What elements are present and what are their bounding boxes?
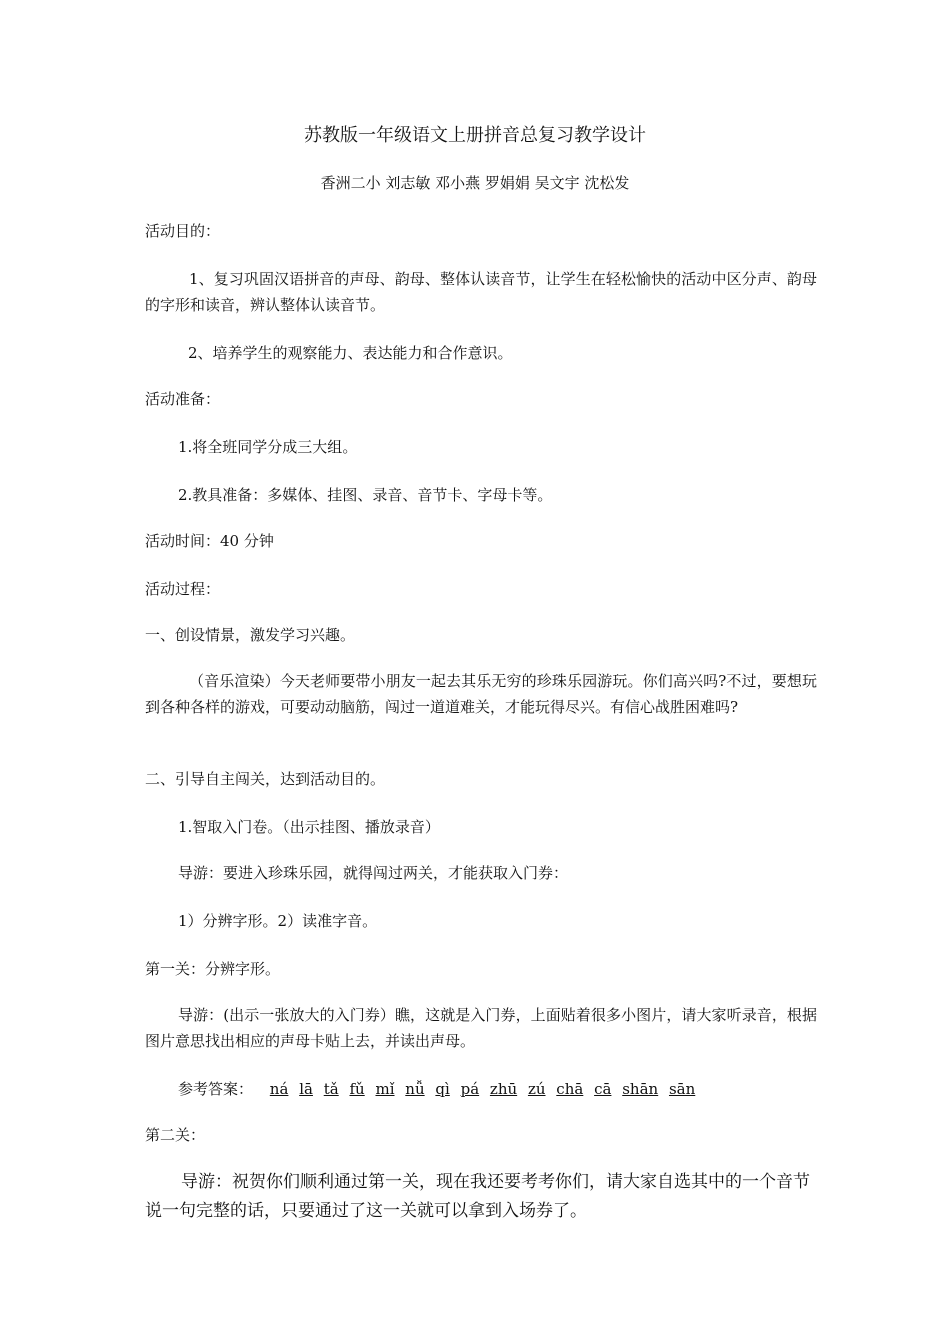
prep-item-2: 2.教具准备：多媒体、挂图、录音、音节卡、字母卡等。 — [178, 486, 553, 504]
guide-1: 导游：要进入珍珠乐园，就得闯过两关，才能获取入门券： — [178, 864, 569, 882]
answer-syllable: zhū — [489, 1080, 518, 1098]
guide-2: 导游：(出示一张放大的入门券）瞧，这就是入门券，上面贴着很多小图片，请大家听录音，根据图片意思找出相应的声母卡贴上去，并读出声母。 — [145, 1006, 817, 1050]
level-1-heading: 第一关：分辨字形。 — [145, 960, 281, 978]
answer-syllable: sān — [668, 1080, 696, 1098]
prep-item-1: 1.将全班同学分成三大组。 — [178, 438, 358, 456]
level-2-heading: 第二关： — [145, 1126, 206, 1144]
goal-heading: 活动目的： — [145, 222, 221, 240]
answer-syllable: fǔ — [349, 1080, 365, 1098]
answer-syllable: lā — [299, 1080, 313, 1098]
tasks-line: 1）分辨字形。2）读准字音。 — [178, 912, 378, 930]
activity-time: 活动时间：40 分钟 — [145, 532, 274, 550]
answers-line — [178, 1076, 701, 1102]
answer-syllable: zú — [527, 1080, 546, 1098]
ticket-item: 1.智取入门卷。（出示挂图、播放录音） — [178, 818, 440, 836]
answer-syllable: chā — [556, 1080, 584, 1098]
guide-3: 导游：祝贺你们顺利通过第一关，现在我还要考考你们，请大家自选其中的一个音节说一句完整的话，只要通过了这一关就可以拿到入场券了。 — [145, 1172, 810, 1221]
answer-syllable: nǚ — [405, 1080, 425, 1098]
document-title: 苏教版一年级语文上册拼音总复习教学设计 — [304, 125, 646, 146]
step-2-heading: 二、引导自主闯关，达到活动目的。 — [145, 770, 386, 788]
answer-syllable: tǎ — [323, 1080, 339, 1098]
answer-syllable: pá — [460, 1080, 480, 1098]
answer-label: 参考答案： — [178, 1080, 254, 1098]
answer-syllable: mǐ — [375, 1080, 395, 1098]
process-heading: 活动过程： — [145, 580, 221, 598]
answer-syllable: cā — [594, 1080, 612, 1098]
goal-item-2: 2、培养学生的观察能力、表达能力和合作意识。 — [188, 344, 513, 362]
answer-syllable: ná — [269, 1080, 289, 1098]
answer-syllable: shān — [622, 1080, 659, 1098]
answer-syllable: qì — [435, 1080, 450, 1098]
authors-line: 香洲二小 刘志敏 邓小燕 罗娟娟 吴文宇 沈松发 — [320, 174, 630, 192]
prep-heading: 活动准备： — [145, 390, 221, 408]
goal-item-1: 1、复习巩固汉语拼音的声母、韵母、整体认读音节，让学生在轻松愉快的活动中区分声、韵母的字形和读音，辨认整体认读音节。 — [145, 270, 817, 314]
step-1-heading: 一、创设情景，激发学习兴趣。 — [145, 626, 356, 644]
step-1-text: （音乐渲染）今天老师要带小朋友一起去其乐无穷的珍珠乐园游玩。你们高兴吗?不过，要想玩到各种各样的游戏，可要动动脑筋，闯过一道道难关，才能玩得尽兴。有信心战胜困难吗? — [145, 672, 817, 716]
